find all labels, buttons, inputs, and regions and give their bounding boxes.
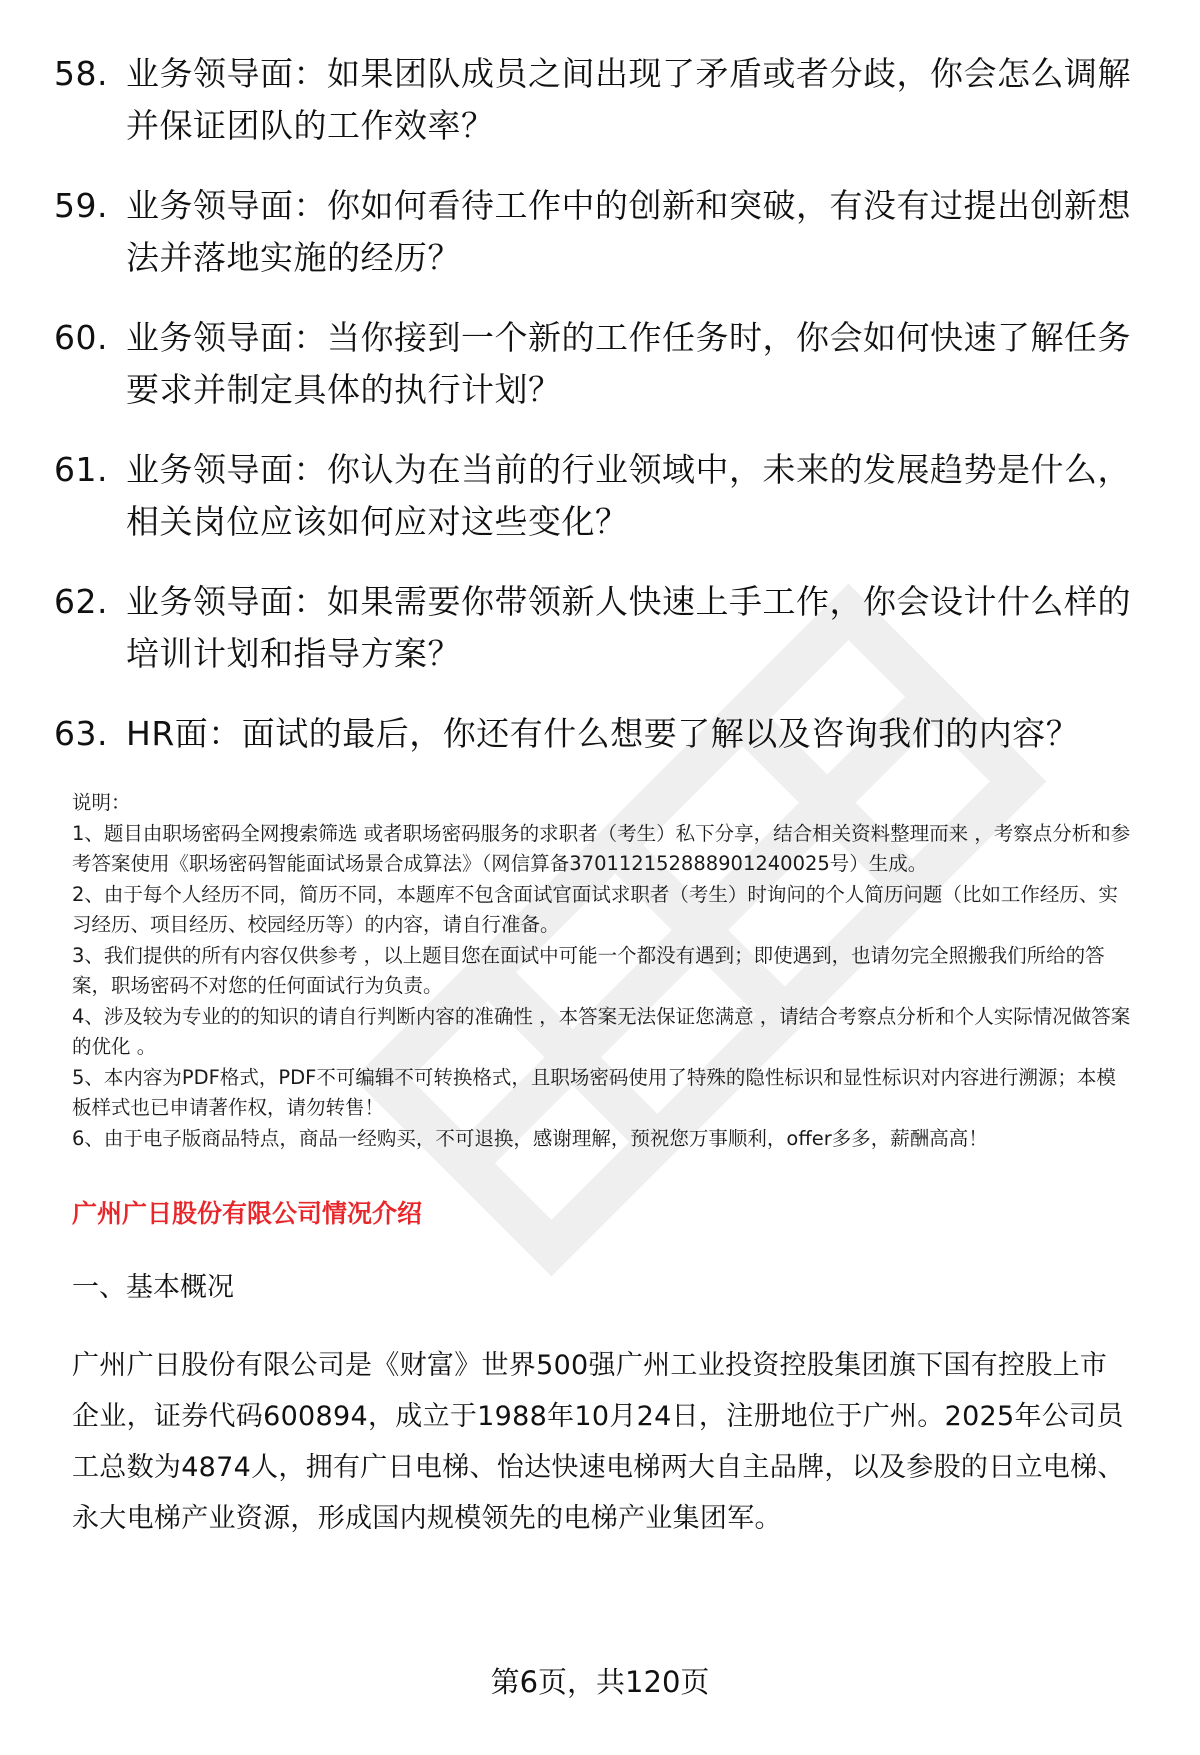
question-text: 业务领导面：当你接到一个新的工作任务时，你会如何快速了解任务要求并制定具体的执行计划？	[126, 318, 1131, 409]
note-item: 6、由于电子版商品特点，商品一经购买，不可退换，感谢理解，预祝您万事顺利，offer多多，薪酬高高！	[72, 1126, 988, 1150]
note-item: 4、涉及较为专业的的知识的请自行判断内容的准确性 ，本答案无法保证您满意 ，请结合考察点分析和个人实际情况做答案的优化 。	[72, 1004, 1131, 1058]
section-heading: 一、基本概况	[72, 1272, 234, 1303]
notes-block	[54, 788, 1132, 1154]
page-footer: 第6页，共120页	[490, 1665, 710, 1699]
question-text: 业务领导面：如果团队成员之间出现了矛盾或者分歧，你会怎么调解并保证团队的工作效率？	[126, 54, 1131, 145]
question-text: HR面：面试的最后，你还有什么想要了解以及咨询我们的内容？	[126, 714, 1080, 753]
note-item: 2、由于每个人经历不同，简历不同，本题库不包含面试官面试求职者（考生）时询问的个人简历问题（比如工作经历、实习经历、项目经历、校园经历等）的内容，请自行准备。	[72, 882, 1118, 936]
question-number: 58.	[54, 54, 108, 93]
question-item	[54, 708, 1132, 760]
question-text: 业务领导面：你如何看待工作中的创新和突破，有没有过提出创新想法并落地实施的经历？	[126, 186, 1131, 277]
question-text: 业务领导面：你认为在当前的行业领域中，未来的发展趋势是什么，相关岗位应该如何应对这些变化？	[126, 450, 1131, 541]
question-text: 业务领导面：如果需要你带领新人快速上手工作，你会设计什么样的培训计划和指导方案？	[126, 582, 1131, 673]
question-item	[54, 312, 1132, 416]
note-item: 5、本内容为PDF格式，PDF不可编辑不可转换格式，且职场密码使用了特殊的隐性标识和显性标识对内容进行溯源；本模板样式也已申请著作权，请勿转售！	[72, 1065, 1116, 1119]
note-item: 3、我们提供的所有内容仅供参考 ，以上题目您在面试中可能一个都没有遇到；即使遇到，也请勿完全照搬我们所给的答案，职场密码不对您的任何面试行为负责。	[72, 943, 1105, 997]
company-intro-paragraph: 广州广日股份有限公司是《财富》世界500强广州工业投资控股集团旗下国有控股上市企业，证券代码600894，成立于1988年10月24日，注册地位于广州。2025年公司员工总数为4874人，拥有广日电梯、怡达快速电梯两大自主品牌，以及参股的日立电梯、永大电梯产业资源，形成国内规模领先的电梯产业集团军。	[72, 1350, 1125, 1534]
company-title: 广州广日股份有限公司情况介绍	[72, 1199, 423, 1228]
question-number: 59.	[54, 186, 108, 225]
notes-heading: 说明：	[72, 791, 131, 814]
question-item	[54, 444, 1132, 548]
question-number: 62.	[54, 582, 108, 621]
question-item	[54, 48, 1132, 152]
question-number: 63.	[54, 714, 108, 753]
question-number: 61.	[54, 450, 108, 489]
question-list	[54, 48, 1132, 760]
question-item	[54, 180, 1132, 284]
question-item	[54, 576, 1132, 680]
question-number: 60.	[54, 318, 108, 357]
note-item: 1、题目由职场密码全网搜索筛选 或者职场密码服务的求职者（考生）私下分享，结合相关资料整理而来 ，考察点分析和参考答案使用《职场密码智能面试场景合成算法》（网信算备370112152888901240025号）生成。	[72, 821, 1131, 875]
